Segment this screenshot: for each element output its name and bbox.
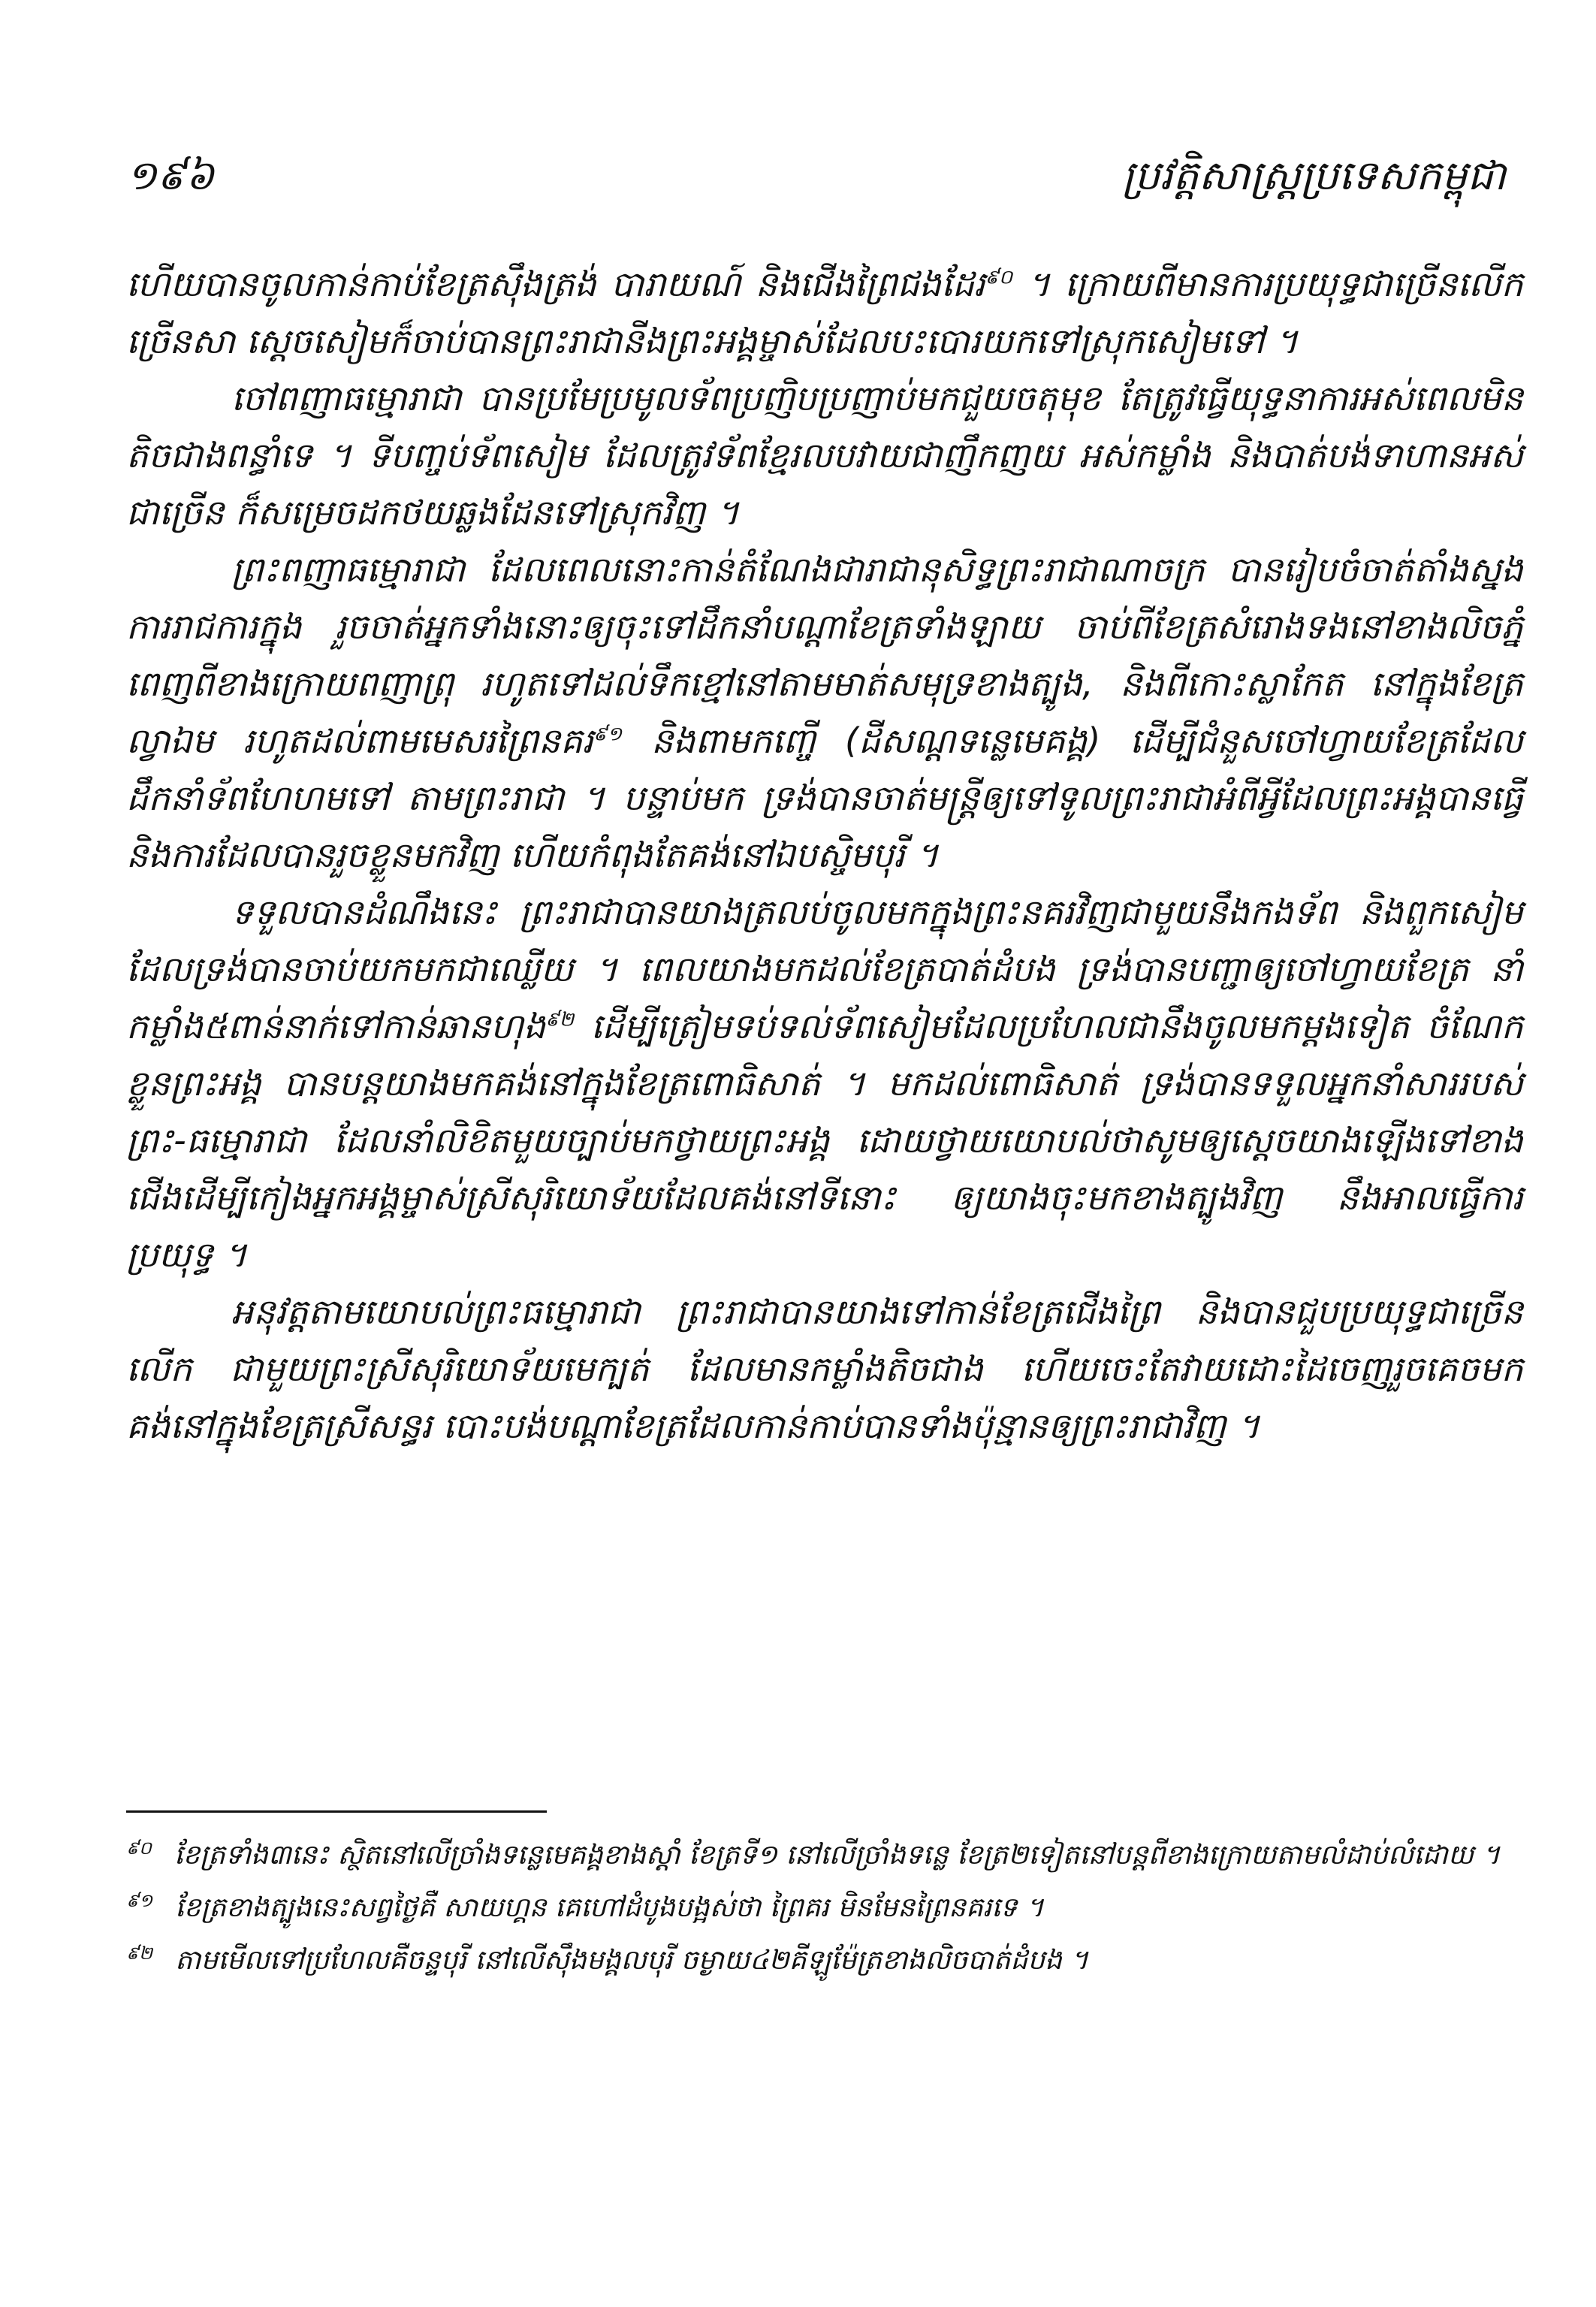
paragraph-text: ទទួលបានដំណឹងនេះ ព្រះរាជាបានយាងត្រលប់ចូលមកក្នុងព្រះនគរវិញជាមួយនឹងកងទ័ព និងពួកសៀមដែលទ្រង់បានចាប់យកមកជាឈ្លើយ ។ ពេលយាងមកដល់ខែត្របាត់ដំបង ទ្រង់បានបញ្ជាឲ្យចៅហ្វាយខែត្រ នាំកម្លាំង៥ពាន់នាក់ទៅកាន់ឆានហុង xyxy=(126,892,1523,1046)
paragraph-text: ព្រះពញាធម្មោរាជា ដែលពេលនោះកាន់តំណែងជារាជានុសិទ្ធព្រះរាជាណាចក្រ បានរៀបចំចាត់តាំងស្នងការរាជការក្នុង រួចចាត់អ្នកទាំងនោះឲ្យចុះទៅដឹកនាំបណ្តាខែត្រទាំងឡាយ ចាប់ពីខែត្រសំរោងទងនៅខាងលិចភ្នំពេញពីខាងក្រោយពញាពុ្រ រហូតទៅដល់ទឹកខ្មៅនៅតាមមាត់សមុទ្រខាងត្បូង, និងពីកោះស្លាកែត នៅក្នុងខែត្រល្វាឯម រហូតដល់ពាមមេសរព្រៃនគរ xyxy=(126,549,1523,761)
paragraph-text: និងពាមកញ្ចើ (ដីសណ្តទន្លេមេគង្គ) ដើម្បីជំនួសចៅហ្វាយខែត្រដែលដឹកនាំទ័ពហែហមទៅ តាមព្រះរាជា ។ បន្ទាប់មក ទ្រង់បានចាត់មន្ត្រីឲ្យទៅទូលព្រះរាជាអំពីអ្វីដែលព្រះអង្គបានធ្វើ និងការដែលបានរួចខ្លួនមកវិញ ហើយកំពុងតែគង់នៅឯបសិ្ចមបុរី ។ xyxy=(126,720,1524,875)
footnote-number: ៩២ xyxy=(126,1943,153,1964)
footnote-text: តាមមើលទៅប្រហែលគឺចន្ទបុរី នៅលើស៊ឹងមង្គលបុរី ចម្ងាយ៤២គីឡូម៉ែត្រខាងលិចបាត់ដំបង ។ xyxy=(175,1945,1089,1976)
page-number: ១៩៦ xyxy=(126,152,215,199)
footnote-number: ៩០ xyxy=(126,1837,152,1859)
footnote-number: ៩១ xyxy=(126,1890,153,1911)
footnote-ref-91[interactable]: ៩១ xyxy=(593,723,623,746)
paragraph-2: ចៅពញាធម្មោរាជា បានប្រមែប្រមូលទ័ពប្រញិបប្រញាប់មកជួយចតុមុខ តែត្រូវធ្វើយុទ្ធនាការអស់ពេលមិនតិចជាងពន្ធាំទេ ។ ទីបញ្ចប់ទ័ពសៀម ដែលត្រូវទ័ពខ្មែរលបវាយជាញឹកញយ អស់កម្លាំង និងបាត់បង់ទាហានអស់ជាច្រើន ក៏សម្រេចដកថយឆ្លងដែនទៅស្រុកវិញ ។ xyxy=(126,378,1523,533)
footnote-divider xyxy=(126,1810,547,1813)
paragraph-text: ។ ក្រោយពីមានការប្រយុទ្ធជាច្រើនលើកច្រើនសា ស្តេចសៀមក៏ចាប់បានព្រះរាជានីងព្រះអង្គម្ចាស់ដែលបះបោរយកទៅស្រុកសៀមទៅ ។ xyxy=(126,264,1523,361)
paragraph-text: ដើម្បីត្រៀមទប់ទល់ទ័ពសៀមដែលប្រហែលជានឹងចូលមកម្តងទៀត ចំណែកខ្លួនព្រះអង្គ បានបន្តយាងមកគង់នៅក្នុងខែត្រពោធិសាត់ ។ មកដល់ពោធិសាត់ ទ្រង់បានទទួលអ្នកនាំសាររបស់ព្រះ-ធម្មោរាជា ដែលនាំលិខិតមួយច្បាប់មកថ្វាយព្រះអង្គ ដោយថ្វាយយោបល់ថាសូមឲ្យស្តេចយាងឡើងទៅខាងជើងដើម្បីកៀងអ្នកអង្គម្ចាស់ស្រីសុរិយោទ័យដែលគង់នៅទីនោះ ឲ្យយាងចុះមកខាងត្បូងវិញ នឹងអាលធ្វើការប្រយុទ្ធ ។ xyxy=(126,1006,1523,1275)
footnote-ref-90[interactable]: ៩០ xyxy=(985,266,1013,289)
paragraph-3 xyxy=(126,541,1523,883)
running-title: ប្រវត្តិសាស្ត្រប្រទេសកម្ពុជា xyxy=(1122,152,1506,199)
paragraph-text: ហើយបានចូលកាន់កាប់ខែត្រស៊ឹងត្រង់ បារាយណ៍ និងជើងព្រៃជងដែរ xyxy=(126,264,985,304)
paragraph-1 xyxy=(126,255,1523,370)
footnote-90 xyxy=(126,1833,1523,1878)
footnote-91 xyxy=(126,1886,1523,1931)
body-text xyxy=(126,255,1523,1454)
footnote-ref-92[interactable]: ៩២ xyxy=(545,1008,575,1031)
footnote-text: ខែត្រទាំង៣នេះ ស្ថិតនៅលើច្រាំងទន្លេមេគង្គខាងស្តាំ ខែត្រទី១ នៅលើច្រាំងទន្លេ ខែត្រ២ទៀតនៅបន្តពីខាងក្រោយតាមលំដាប់លំដោយ ។ xyxy=(173,1840,1501,1871)
paragraph-4 xyxy=(126,883,1523,1283)
footnotes xyxy=(126,1833,1523,1991)
footnote-text: ខែត្រខាងត្បូងនេះសព្វថ្ងៃគឺ សាយហ្គន គេហៅដំបូងបង្អស់ថា ព្រៃគរ មិនមែនព្រៃនគរទេ ។ xyxy=(175,1892,1044,1923)
footnote-92 xyxy=(126,1938,1523,1983)
paragraph-5: អនុវត្តតាមយោបល់ព្រះធម្មោរាជា ព្រះរាជាបានយាងទៅកាន់ខែត្រជើងព្រៃ និងបានជួបប្រយុទ្ធជាច្រើនលើក ជាមួយព្រះស្រីសុរិយោទ័យមេក្បត់ ដែលមានកម្លាំងតិចជាង ហើយចេះតែវាយដោះដៃចេញរួចគេចមកគង់នៅក្នុងខែត្រស្រីសន្ធរ បោះបង់បណ្តាខែត្រដែលកាន់កាប់បានទាំងប៉ុន្មានឲ្យព្រះរាជាវិញ ។ xyxy=(126,1291,1523,1446)
